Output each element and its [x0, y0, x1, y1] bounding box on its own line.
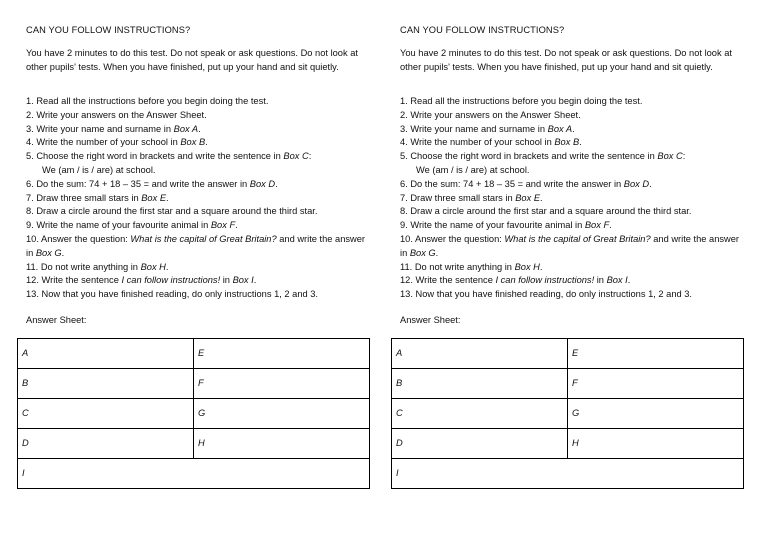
- answer-box-i[interactable]: [18, 459, 369, 488]
- instruction-item: 9. Write the name of your favourite animal in Box F.: [26, 220, 238, 231]
- answer-box-g[interactable]: [567, 399, 743, 428]
- answer-box-f[interactable]: [567, 369, 743, 398]
- box-label: D: [396, 438, 403, 448]
- answer-row: [18, 339, 369, 369]
- answer-sheet-table: [17, 338, 370, 489]
- answer-row: [392, 339, 743, 369]
- answer-box-b[interactable]: [392, 369, 567, 398]
- answer-row: [18, 459, 369, 488]
- instruction-item: We (am / is / are) at school.: [42, 164, 156, 175]
- instruction-item: 12. Write the sentence I can follow instructions! in Box I.: [400, 275, 631, 286]
- answer-row: [18, 369, 369, 399]
- instruction-item: 13. Now that you have finished reading, do only instructions 1, 2 and 3.: [26, 289, 319, 300]
- box-label: F: [572, 378, 578, 388]
- answer-box-g[interactable]: [193, 399, 369, 428]
- instruction-item: 1. Read all the instructions before you begin doing the test.: [26, 96, 269, 106]
- instruction-item: 4. Write the number of your school in Box B.: [400, 137, 582, 148]
- answer-box-b[interactable]: [18, 369, 193, 398]
- instruction-item: We (am / is / are) at school.: [416, 164, 530, 175]
- box-label: C: [396, 408, 403, 418]
- answer-row: [18, 399, 369, 429]
- instruction-item: 7. Draw three small stars in Box E.: [400, 192, 543, 203]
- instruction-item: 6. Do the sum: 74 + 18 – 35 = and write the answer in Box D.: [400, 178, 652, 189]
- answer-sheet-title: Answer Sheet:: [26, 315, 87, 325]
- instruction-item: 2. Write your answers on the Answer Sheet.: [26, 109, 207, 120]
- answer-row: [392, 459, 743, 488]
- instruction-item: 1. Read all the instructions before you begin doing the test.: [400, 96, 643, 106]
- worksheet-intro: You have 2 minutes to do this test. Do not speak or ask questions. Do not look at other pupils' tests. When you have finished, put up your hand and sit quietly.: [400, 48, 732, 72]
- answer-sheet-title: Answer Sheet:: [400, 315, 461, 325]
- instruction-item: 13. Now that you have finished reading, do only instructions 1, 2 and 3.: [400, 289, 693, 300]
- box-label: B: [22, 378, 29, 388]
- answer-box-c[interactable]: [18, 399, 193, 428]
- instruction-item: 7. Draw three small stars in Box E.: [26, 192, 169, 203]
- instruction-item: 12. Write the sentence I can follow instructions! in Box I.: [26, 275, 257, 286]
- box-label: B: [396, 378, 403, 388]
- box-label: G: [198, 408, 206, 418]
- answer-row: [392, 369, 743, 399]
- answer-sheet-table: [391, 338, 744, 489]
- instruction-item: 5. Choose the right word in brackets and write the sentence in Box C:: [400, 151, 686, 162]
- answer-box-a[interactable]: [18, 339, 193, 368]
- box-label: H: [572, 438, 579, 448]
- worksheet-title: CAN YOU FOLLOW INSTRUCTIONS?: [26, 25, 191, 35]
- box-label: D: [22, 438, 29, 448]
- answer-row: [392, 429, 743, 459]
- instruction-item: 9. Write the name of your favourite animal in Box F.: [400, 220, 612, 231]
- answer-box-h[interactable]: [193, 429, 369, 458]
- box-label: E: [572, 348, 579, 358]
- instruction-item: 11. Do not write anything in Box H.: [400, 261, 543, 272]
- box-label: A: [22, 348, 29, 358]
- box-label: G: [572, 408, 580, 418]
- instruction-item: 4. Write the number of your school in Box B.: [26, 137, 208, 148]
- answer-box-e[interactable]: [567, 339, 743, 368]
- instruction-item: 10. Answer the question: What is the capital of Great Britain? and write the answer in Box G.: [400, 233, 740, 258]
- instruction-item: 3. Write your name and surname in Box A.: [400, 123, 575, 134]
- worksheet-title: CAN YOU FOLLOW INSTRUCTIONS?: [400, 25, 565, 35]
- instruction-item: 8. Draw a circle around the first star and a square around the third star.: [400, 206, 692, 217]
- answer-box-d[interactable]: [392, 429, 567, 458]
- instruction-item: 10. Answer the question: What is the capital of Great Britain? and write the answer in Box G.: [26, 233, 366, 258]
- worksheet-intro: You have 2 minutes to do this test. Do not speak or ask questions. Do not look at other pupils' tests. When you have finished, put up your hand and sit quietly.: [26, 48, 358, 72]
- box-label: I: [396, 468, 399, 478]
- box-label: E: [198, 348, 205, 358]
- answer-box-e[interactable]: [193, 339, 369, 368]
- instruction-item: 8. Draw a circle around the first star and a square around the third star.: [26, 206, 318, 217]
- instruction-item: 5. Choose the right word in brackets and write the sentence in Box C:: [26, 151, 312, 162]
- answer-box-d[interactable]: [18, 429, 193, 458]
- instruction-item: 11. Do not write anything in Box H.: [26, 261, 169, 272]
- box-label: F: [198, 378, 204, 388]
- instruction-list: [400, 95, 746, 302]
- answer-box-f[interactable]: [193, 369, 369, 398]
- instruction-item: 6. Do the sum: 74 + 18 – 35 = and write the answer in Box D.: [26, 178, 278, 189]
- answer-box-a[interactable]: [392, 339, 567, 368]
- answer-box-h[interactable]: [567, 429, 743, 458]
- answer-row: [392, 399, 743, 429]
- box-label: I: [22, 468, 25, 478]
- instruction-item: 2. Write your answers on the Answer Sheet.: [400, 109, 581, 120]
- instruction-list: [26, 95, 372, 302]
- box-label: A: [396, 348, 403, 358]
- instruction-item: 3. Write your name and surname in Box A.: [26, 123, 201, 134]
- answer-box-c[interactable]: [392, 399, 567, 428]
- answer-row: [18, 429, 369, 459]
- answer-box-i[interactable]: [392, 459, 743, 488]
- box-label: C: [22, 408, 29, 418]
- box-label: H: [198, 438, 205, 448]
